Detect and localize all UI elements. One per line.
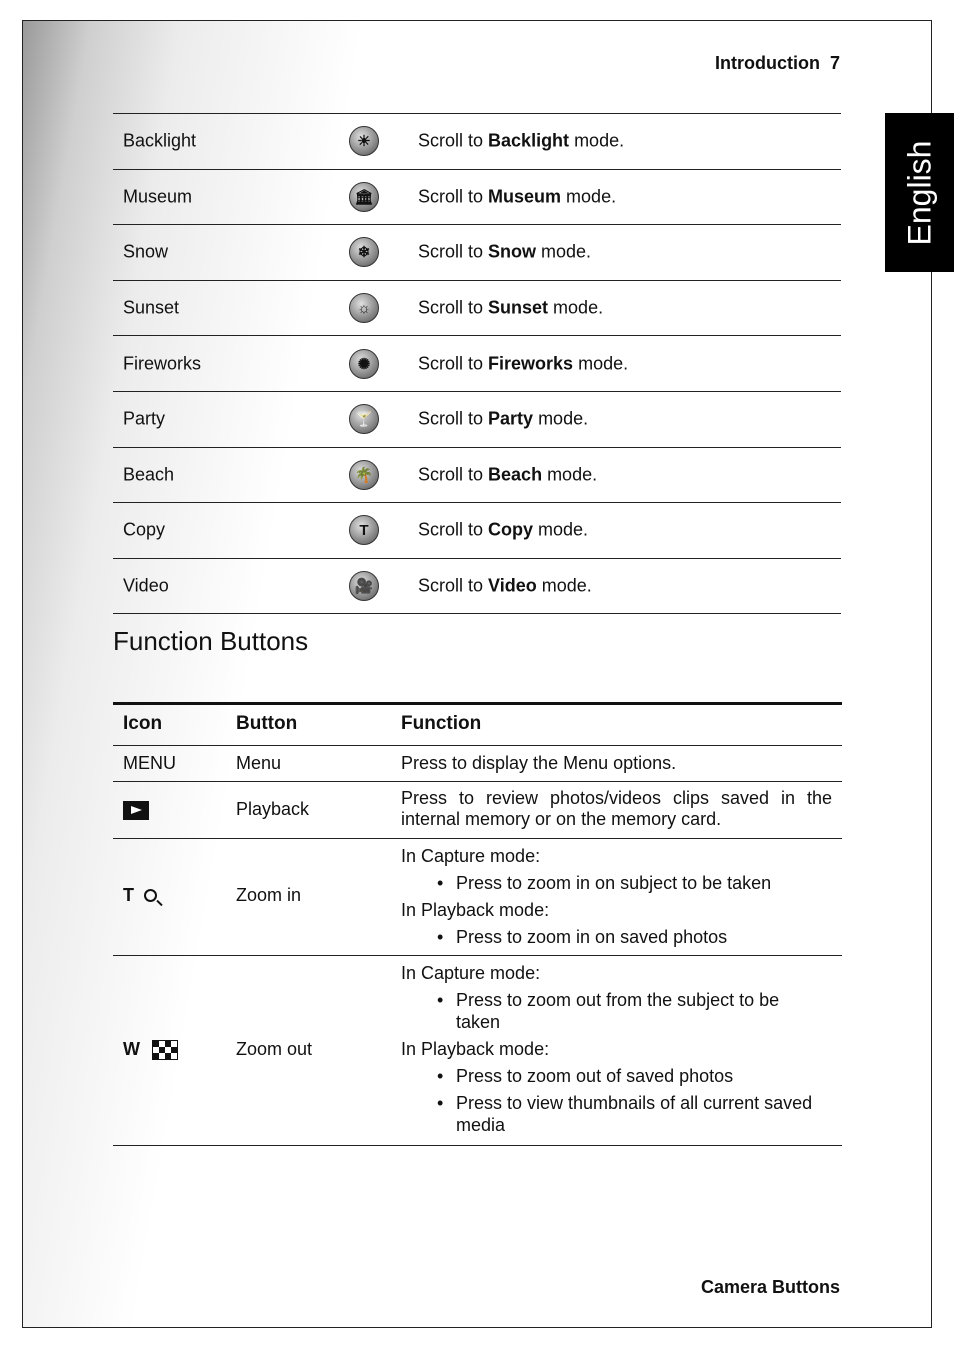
language-label: English: [901, 140, 937, 245]
capture-mode-label: In Capture mode:: [401, 846, 541, 866]
mode-row: [113, 225, 841, 281]
mode-name: Backlight: [123, 130, 197, 151]
header-function: Function: [401, 713, 482, 734]
thumbnail-grid-icon: [152, 1040, 178, 1060]
mode-description: Scroll to Video mode.: [418, 575, 592, 596]
magnifier-icon: [144, 889, 157, 902]
function-text: [401, 962, 832, 1136]
table-row-zoom-in: [113, 839, 842, 956]
mode-name: Beach: [123, 464, 175, 485]
zoom-in-icon-group: [123, 885, 157, 906]
mode-description: Scroll to Snow mode.: [418, 241, 592, 262]
mode-name: Sunset: [123, 297, 180, 318]
scene-mode-table: [113, 113, 841, 614]
mode-description: Scroll to Beach mode.: [418, 464, 598, 485]
mode-description: Scroll to Party mode.: [418, 408, 589, 429]
table-row-zoom-out: [113, 956, 842, 1146]
list-item: • Press to zoom out from the subject to be taken: [401, 989, 806, 1033]
mode-row: [113, 448, 841, 504]
mode-row: [113, 336, 841, 392]
header-icon: Icon: [123, 713, 163, 734]
button-name: Zoom in: [236, 885, 302, 905]
mode-name: Party: [123, 408, 166, 429]
mode-row: [113, 170, 841, 226]
list-item: • Press to zoom in on saved photos: [401, 926, 832, 948]
table-header: [113, 705, 842, 746]
zoom-in-letter: T: [123, 885, 134, 905]
mode-description: Scroll to Fireworks mode.: [418, 353, 629, 374]
header-button: Button: [236, 713, 298, 734]
mode-description: Scroll to Museum mode.: [418, 186, 617, 207]
text-t-icon: T: [349, 515, 379, 545]
video-camera-icon: 🎥: [349, 571, 379, 601]
button-name: Zoom out: [236, 1039, 313, 1059]
snowflake-icon: ❄: [349, 237, 379, 267]
list-item: • Press to view thumbnails of all current saved media: [401, 1092, 836, 1136]
mode-name: Fireworks: [123, 353, 202, 374]
table-row-playback: [113, 782, 842, 839]
function-text: Press to review photos/videos clips saved in the internal memory or on the memory card.: [401, 788, 832, 829]
mode-row: [113, 114, 841, 170]
mode-row: [113, 559, 841, 615]
button-name: Playback: [236, 799, 310, 819]
mode-row: [113, 503, 841, 559]
function-buttons-table: [113, 702, 842, 1146]
mode-row: [113, 392, 841, 448]
mode-name: Museum: [123, 186, 193, 207]
mode-description: Scroll to Backlight mode.: [418, 130, 625, 151]
playback-mode-label: In Playback mode:: [401, 900, 550, 920]
zoom-out-letter: W: [123, 1039, 140, 1059]
header-page-number: 7: [829, 53, 840, 73]
page-footer: Camera Buttons: [700, 1277, 840, 1297]
mode-name: Video: [123, 575, 169, 596]
mode-name: Copy: [123, 519, 166, 540]
section-title: Function Buttons: [113, 626, 309, 656]
sunset-icon: ☼: [349, 293, 379, 323]
playback-mode-label: In Playback mode:: [401, 1039, 550, 1059]
menu-icon-text: MENU: [123, 753, 176, 773]
header-section: Introduction: [714, 53, 820, 73]
mode-description: Scroll to Copy mode.: [418, 519, 589, 540]
list-item: • Press to zoom in on subject to be taken: [401, 872, 832, 894]
function-text: Press to display the Menu options.: [401, 753, 677, 773]
list-item: • Press to zoom out of saved photos: [401, 1065, 832, 1087]
mode-name: Snow: [123, 241, 169, 262]
mode-row: [113, 281, 841, 337]
fireworks-icon: ✺: [349, 349, 379, 379]
table-row-menu: [113, 746, 842, 782]
playback-icon: [123, 801, 149, 825]
page-header: [715, 53, 840, 74]
mode-description: Scroll to Sunset mode.: [418, 297, 604, 318]
language-tab: [885, 113, 954, 272]
museum-icon: 🏛: [349, 182, 379, 212]
cocktail-icon: 🍸: [349, 404, 379, 434]
button-name: Menu: [236, 753, 282, 773]
backlight-icon: ☀: [349, 126, 379, 156]
capture-mode-label: In Capture mode:: [401, 963, 541, 983]
zoom-out-icon-group: [123, 1039, 178, 1060]
palm-tree-icon: 🌴: [349, 460, 379, 490]
function-text: [401, 845, 832, 948]
